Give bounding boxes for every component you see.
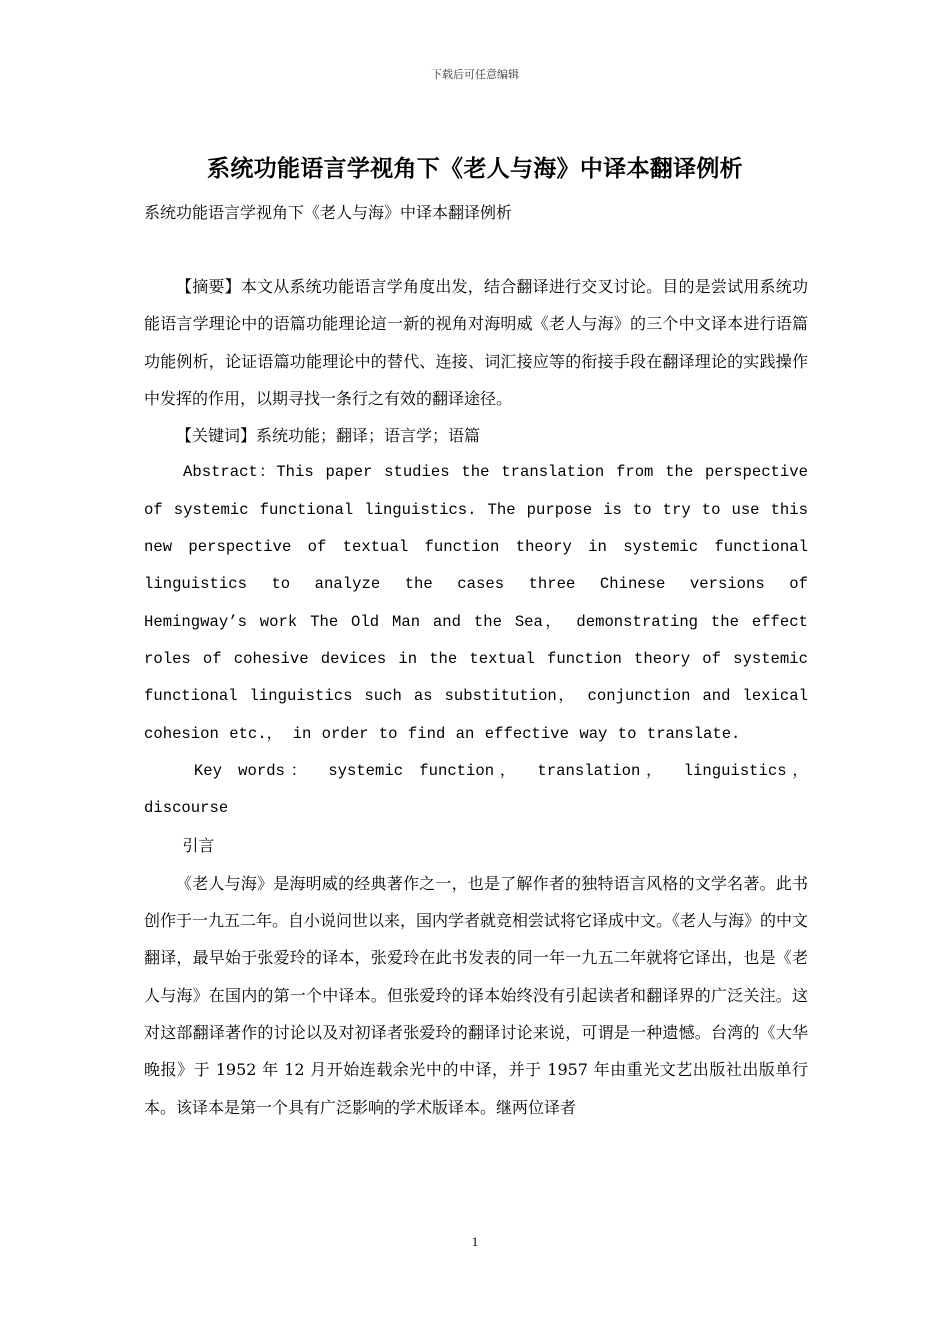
abstract-en: Abstract：This paper studies the translation from the perspective of systemic functional linguistics. The purpose is to try to use this new perspective of textual function theory in systemic functional linguistics to analyze the cases three Chinese versions of Hemingway’s work The Old Man and the Sea， demonstrating the effect roles of cohesive devices in the textual function theory of systemic functional linguistics such as substitution， conjunction and lexical cohesion etc.， in order to find an effective way to translate. <box>144 463 808 743</box>
keywords-cn-label: 【关键词】 <box>176 426 257 446</box>
document-title: 系统功能语言学视角下《老人与海》中译本翻译例析 <box>207 156 743 182</box>
keywords-cn-text: 系统功能；翻译；语言学；语篇 <box>256 426 481 446</box>
document-body <box>144 268 808 1126</box>
document-subtitle: 系统功能语言学视角下《老人与海》中译本翻译例析 <box>144 203 513 222</box>
abstract-cn-text: 本文从系统功能语言学角度出发，结合翻译进行交叉讨论。目的是尝试用系统功能语言学理论中的语篇功能理论這一新的视角对海明威《老人与海》的三个中文译本进行语篇功能例析，论证语篇功能理论中的替代、连接、词汇接应等的衔接手段在翻译理论的实践操作中发挥的作用，以期寻找一条行之有效的翻译途径。 <box>144 277 808 408</box>
keywords-en: Key words： systemic function， translation， linguistics， discourse <box>144 761 808 818</box>
keywords-cn <box>144 417 808 454</box>
header-note: 下载后可任意编辑 <box>431 68 519 81</box>
abstract-cn <box>144 268 808 417</box>
intro-paragraph: 《老人与海》是海明威的经典著作之一，也是了解作者的独特语言风格的文学名著。此书创作于一九五二年。自小说问世以来，国内学者就竞相尝试将它译成中文。《老人与海》的中文翻译，最早始于张爱玲的译本，张爱玲在此书发表的同一年一九五二年就将它译出，也是《老人与海》在国内的第一个中译本。但张爱玲的译本始终没有引起读者和翻译界的广泛关注。这对这部翻译著作的讨论以及对初译者张爱玲的翻译讨论来说，可谓是一种遗憾。台湾的《大华晚报》于 1952 年 12 月开始连载余光中的中译，并于 1957 年由重光文艺出版社出版单行本。该译本是第一个具有广泛影响的学术版译本。继两位译者 <box>144 873 809 1117</box>
intro-heading: 引言 <box>182 836 215 856</box>
abstract-cn-label: 【摘要】 <box>176 277 241 296</box>
page-number: 1 <box>471 1234 479 1249</box>
